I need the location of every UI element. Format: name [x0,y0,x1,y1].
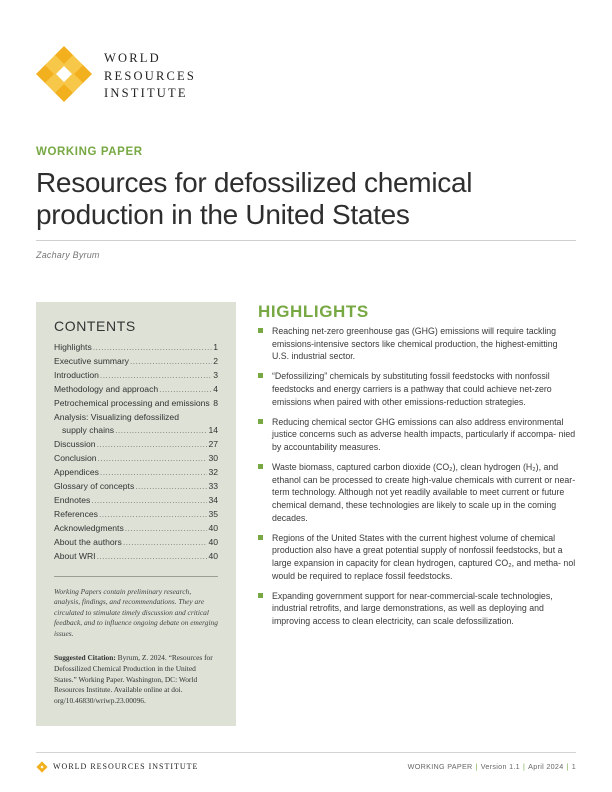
brand-line-2: RESOURCES [104,68,197,83]
suggested-citation: Suggested Citation: Byrum, Z. 2024. “Resources for Defossilized Chemical Production in the United States.” Working Paper. Washington, DC: World Resources Institute. Available online at doi. org/10.46830/wriwp.23.00096. [54,653,213,705]
highlight-item: Regions of the United States with the current highest volume of chemical production also have a great potential supply of nonfossil feedstocks, but a large expansion in capacity for clean hydrogen, captured CO₂, and metha- nol would be required to replace fossil feedstocks. [258,532,576,583]
footer-meta: WORKING PAPER | Version 1.1 | April 2024 | 1 [407,762,576,771]
highlights-heading: HIGHLIGHTS [258,302,369,321]
toc-item[interactable]: Petrochemical processing and emissions 8 [54,397,218,408]
square-bullet-icon [258,464,263,469]
page-number: 1 [571,762,576,771]
square-bullet-icon [258,419,263,424]
toc-item[interactable]: Methodology and approach ..... 4 [54,383,218,397]
highlights-list [258,325,576,635]
footer-divider [36,752,576,753]
toc-item[interactable]: Conclusion ..... 30 [54,452,218,466]
footer-version: Version 1.1 [480,762,520,771]
toc-item[interactable]: About WRI ..... 40 [54,550,218,564]
highlight-item: Waste biomass, captured carbon dioxide (CO₂), clean hydrogen (H₂), and ethanol can be processed to create high-value chemicals with current or near-term technology. Although not yet readily available to meet current or future chemical demand, these technologies are likely to scale up in the coming decades. [258,461,576,525]
highlight-item: Reducing chemical sector GHG emissions can also address environmental justice concerns such as adverse health impacts, particularly if accompa- nied by accountability measures. [258,416,576,454]
sidebar-divider [54,576,218,577]
footer-org-name: WORLD RESOURCES INSTITUTE [53,762,199,771]
document-label: WORKING PAPER [36,146,143,158]
title-divider [36,240,576,241]
toc-item[interactable]: About the authors ..... 40 [54,536,218,550]
author: Zachary Byrum [36,250,100,260]
toc-item[interactable]: Analysis: Visualizing defossilized supply chains ..... 14 [54,411,218,439]
highlight-item: Reaching net-zero greenhouse gas (GHG) emissions will require tackling emissions-intensive sectors like chemical production, the highest-emitting U.S. industrial sector. [258,325,576,363]
brand-name [104,50,196,103]
contents-heading: CONTENTS [54,318,136,334]
toc-item[interactable]: Discussion ..... 27 [54,438,218,452]
square-bullet-icon [258,328,263,333]
toc-item[interactable]: References ..... 35 [54,508,218,522]
contents-sidebar [36,302,236,726]
working-paper-note: Working Papers contain preliminary research, analysis, findings, and recommendations. They are circulated to stimulate timely discussion and critical feedback, and to influence ongoing debate on emerging issues. [54,586,218,638]
brand-line-1: WORLD [104,51,161,65]
toc-item[interactable]: Acknowledgments ..... 40 [54,522,218,536]
toc-item[interactable]: Executive summary ..... 2 [54,355,218,369]
square-bullet-icon [258,373,263,378]
footer-date: April 2024 [528,762,564,771]
brand-line-3: INSTITUTE [104,86,188,100]
toc-item[interactable]: Appendices ..... 32 [54,466,218,480]
wri-logo-icon [34,44,94,104]
toc-item[interactable]: Introduction ..... 3 [54,369,218,383]
square-bullet-icon [258,535,263,540]
toc-item[interactable]: Glossary of concepts ..... 33 [54,480,218,494]
document-title: Resources for defossilized chemical production in the United States [36,167,473,230]
toc-item[interactable]: Endnotes ..... 34 [54,494,218,508]
toc-item[interactable]: Highlights ..... 1 [54,341,218,355]
footer-doc-type: WORKING PAPER [407,762,473,771]
highlight-item: Expanding government support for near-commercial-scale technologies, industrial retrofits, and large demonstrations, as well as deploying and improving access to clean electricity, can scale defossilization. [258,590,576,628]
contents-list [54,341,218,564]
wri-small-logo-icon [36,761,48,773]
highlight-item: “Defossilizing” chemicals by substituting fossil feedstocks with nonfossil feedstocks and energy carriers is a pathway that could achieve net-zero emissions when paired with other emissions-reduction strategies. [258,370,576,408]
square-bullet-icon [258,593,263,598]
